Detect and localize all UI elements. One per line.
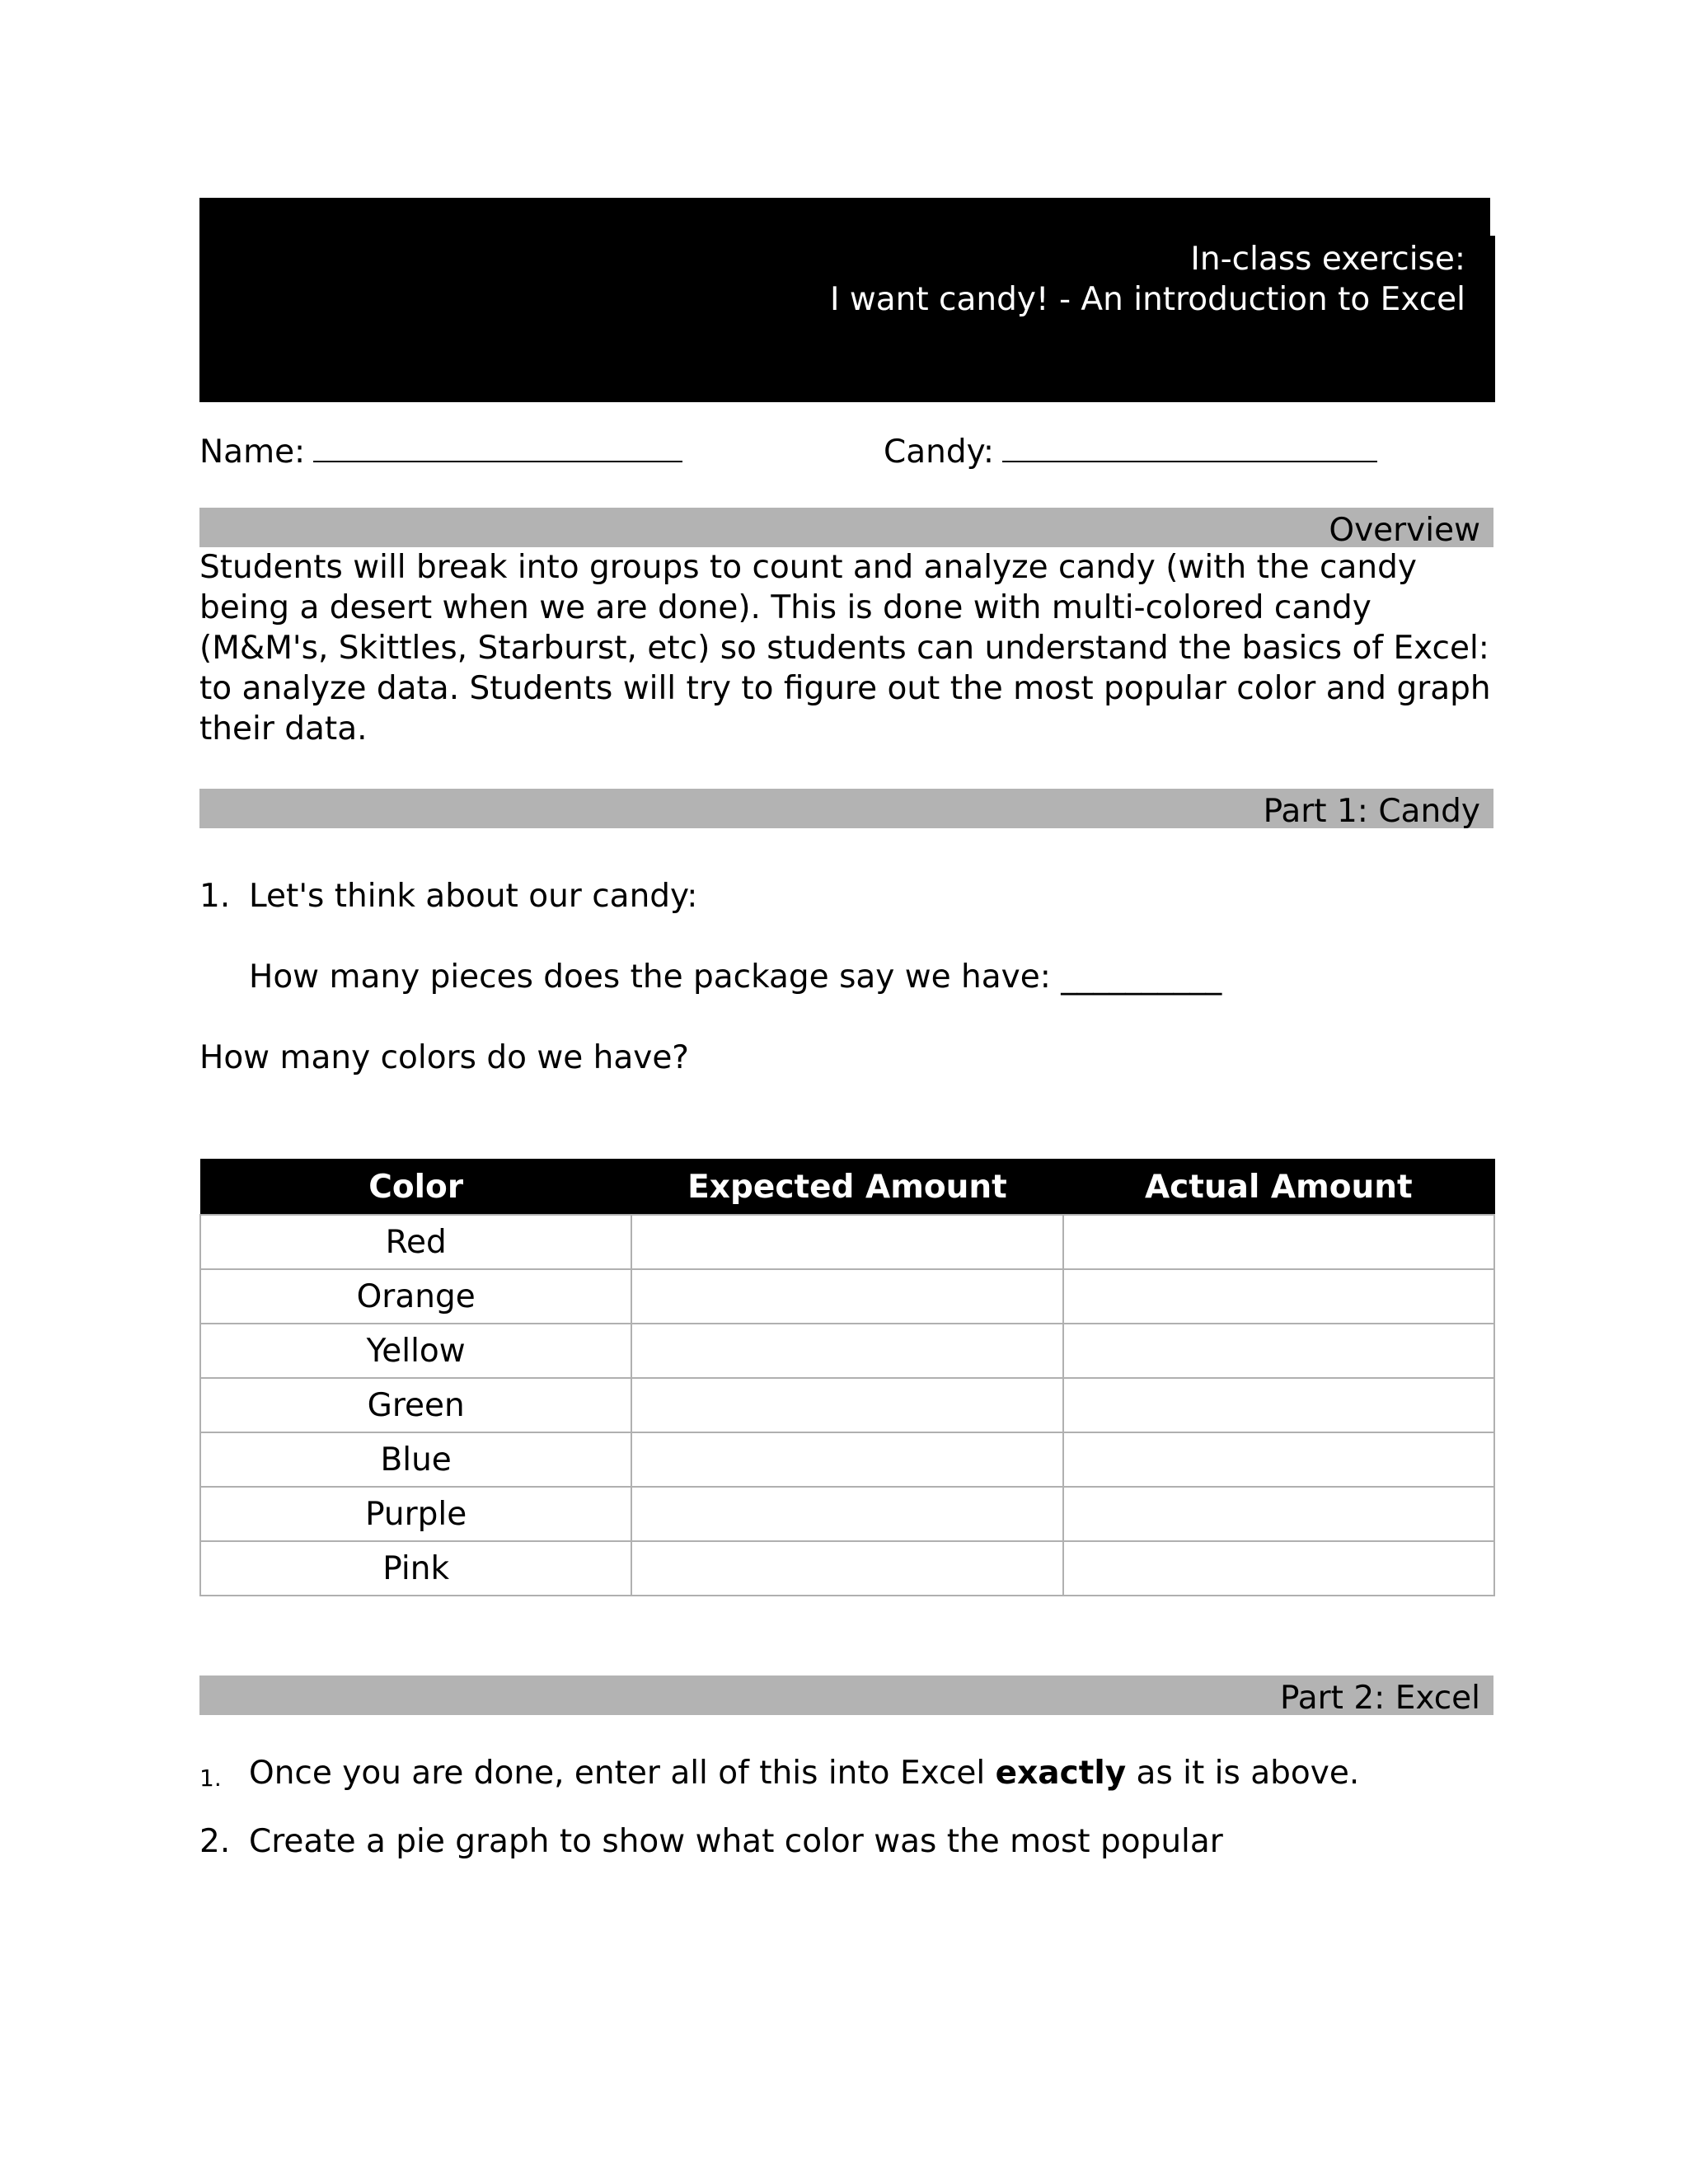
actual-amount-cell[interactable] <box>1063 1378 1494 1432</box>
overview-title: Overview <box>1329 512 1480 549</box>
candy-blank-line[interactable] <box>1002 436 1377 462</box>
actual-amount-cell[interactable] <box>1063 1324 1494 1378</box>
candy-table-wrap <box>199 1159 1495 1596</box>
step-2-text: Create a pie graph to show what color was the most popular <box>249 1823 1223 1860</box>
step-1-number: 1. <box>199 1765 222 1792</box>
question-1 <box>199 876 1495 916</box>
header-expected-amount: Expected Amount <box>631 1160 1062 1216</box>
color-cell: Purple <box>200 1487 631 1541</box>
color-cell: Red <box>200 1215 631 1269</box>
step-2 <box>199 1821 1495 1862</box>
table-header-row <box>200 1160 1494 1216</box>
part2-title: Part 2: Excel <box>1279 1680 1480 1717</box>
question-1-number: 1. <box>199 878 231 915</box>
table-row <box>200 1269 1494 1324</box>
actual-amount-cell[interactable] <box>1063 1269 1494 1324</box>
title-text <box>830 239 1465 320</box>
table-row <box>200 1432 1494 1487</box>
table-row <box>200 1324 1494 1378</box>
part2-section-bar <box>199 1675 1493 1715</box>
overview-body: Students will break into groups to count and analyze candy (with the candy being a desert when we are done). This is done with multi-colored candy (M&M's, Skittles, Starburst, etc) so students can understand the basics of Excel: to analyze data. Students will try to figure out the most popular color and graph their data. <box>199 549 1491 748</box>
name-label: Name: <box>199 434 306 471</box>
name-field <box>199 434 682 471</box>
expected-amount-cell[interactable] <box>631 1215 1062 1269</box>
actual-amount-cell[interactable] <box>1063 1215 1494 1269</box>
name-blank-line[interactable] <box>313 436 682 462</box>
table-row <box>200 1487 1494 1541</box>
question-pieces: How many pieces does the package say we have: __________ <box>249 958 1222 996</box>
step-1-text-pre: Once you are done, enter all of this into Excel <box>249 1755 986 1792</box>
step-1-text-post: as it is above. <box>1136 1755 1360 1792</box>
name-candy-row <box>199 434 1495 508</box>
part1-questions <box>199 876 1495 916</box>
actual-amount-cell[interactable] <box>1063 1487 1494 1541</box>
color-cell: Yellow <box>200 1324 631 1378</box>
step-1-text-bold: exactly <box>995 1755 1127 1792</box>
expected-amount-cell[interactable] <box>631 1378 1062 1432</box>
header-actual-amount: Actual Amount <box>1063 1160 1494 1216</box>
title-line-1: In-class exercise: <box>1190 241 1465 278</box>
expected-amount-cell[interactable] <box>631 1269 1062 1324</box>
color-cell: Green <box>200 1378 631 1432</box>
banner-notch <box>1490 198 1495 236</box>
candy-color-table <box>199 1159 1495 1596</box>
step-1 <box>199 1753 1495 1793</box>
expected-amount-cell[interactable] <box>631 1487 1062 1541</box>
expected-amount-cell[interactable] <box>631 1324 1062 1378</box>
candy-label: Candy: <box>884 434 994 471</box>
actual-amount-cell[interactable] <box>1063 1541 1494 1596</box>
table-row <box>200 1215 1494 1269</box>
table-row <box>200 1541 1494 1596</box>
question-1-text: Let's think about our candy: <box>249 878 698 915</box>
color-cell: Pink <box>200 1541 631 1596</box>
title-line-2: I want candy! - An introduction to Excel <box>829 281 1465 318</box>
actual-amount-cell[interactable] <box>1063 1432 1494 1487</box>
title-banner <box>199 198 1495 402</box>
color-cell: Blue <box>200 1432 631 1487</box>
table-row <box>200 1378 1494 1432</box>
expected-amount-cell[interactable] <box>631 1541 1062 1596</box>
overview-section-bar <box>199 508 1493 547</box>
header-color: Color <box>200 1160 631 1216</box>
worksheet-page <box>199 198 1495 1862</box>
part2-steps <box>199 1753 1495 1862</box>
part1-section-bar <box>199 789 1493 828</box>
question-colors: How many colors do we have? <box>199 1039 690 1076</box>
expected-amount-cell[interactable] <box>631 1432 1062 1487</box>
candy-field <box>884 434 1377 471</box>
part1-title: Part 1: Candy <box>1263 793 1480 830</box>
color-cell: Orange <box>200 1269 631 1324</box>
step-2-number: 2. <box>199 1823 231 1860</box>
